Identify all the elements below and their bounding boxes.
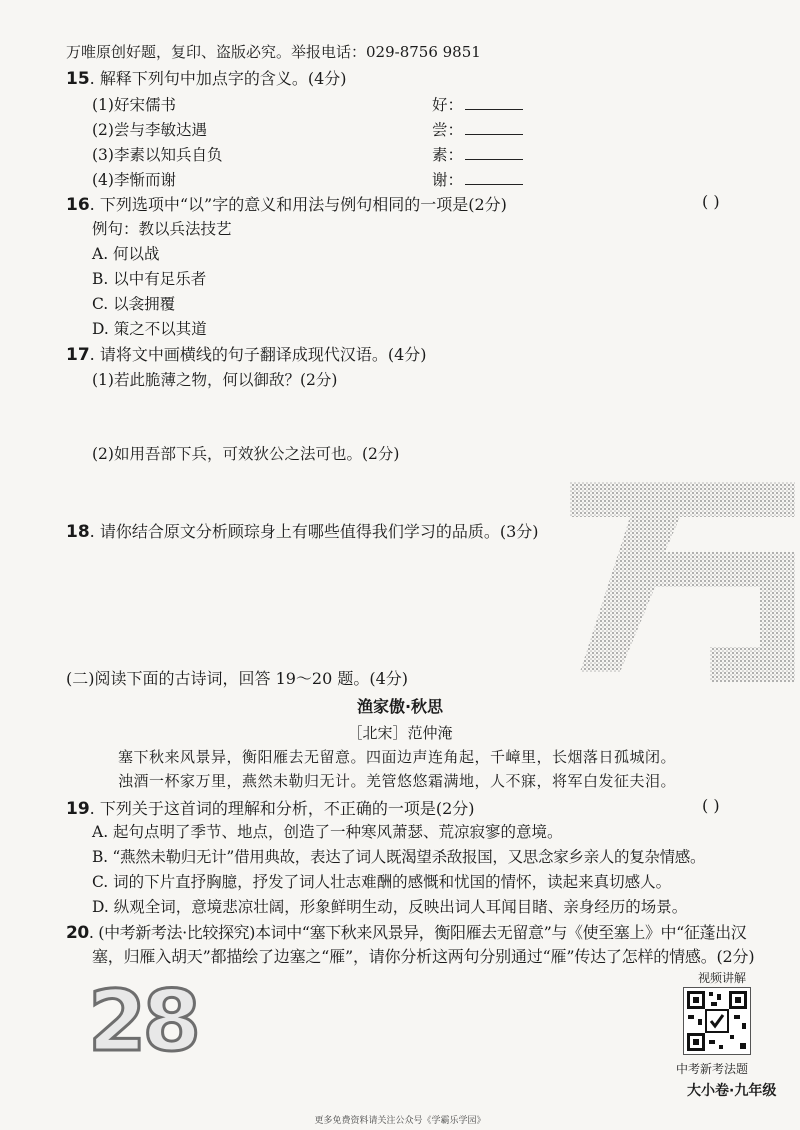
poem-title: 渔家傲·秋思 [356, 697, 444, 716]
question-15 [66, 66, 347, 89]
question-19 [66, 796, 475, 819]
footer-series-label: 大小卷·九年级 [687, 1083, 777, 1099]
q17-sub-2: (2)如用吾部下兵，可效狄公之法可也。(2分) [92, 445, 400, 463]
question-text-line-1: . (中考新考法·比较探究)本词中“塞下秋来风景异，衡阳雁去无留意”与《使至塞上》中“征蓬出汉 [88, 923, 747, 942]
section-2-heading: (二)阅读下面的古诗词，回答 19～20 题。(4分) [66, 669, 409, 688]
q19-option-b[interactable]: B. “燕然未勒归无计”借用典故，表达了词人既渴望杀敌报国，又思念家乡亲人的复杂情感。 [92, 848, 706, 866]
q16-answer-paren[interactable]: ( ) [702, 192, 720, 211]
qr-code-icon[interactable] [683, 987, 751, 1055]
q19-option-a[interactable]: A. 起句点明了季节、地点，创造了一种寒风萧瑟、荒凉寂寥的意境。 [92, 823, 563, 841]
q15-item-3: (3)李素以知兵自负 [92, 146, 223, 164]
qr-top-label: 视频讲解 [698, 971, 747, 985]
question-number: 16 [66, 195, 90, 215]
question-18 [66, 519, 539, 542]
question-16 [66, 192, 507, 215]
question-text: . 下列选项中“以”字的意义和用法与例句相同的一项是(2分) [89, 195, 507, 214]
question-17 [66, 342, 427, 365]
poem-line-2: 浊酒一杯家万里，燕然未勒归无计。羌管悠悠霜满地，人不寐，将军白发征夫泪。 [118, 772, 677, 790]
q19-option-d[interactable]: D. 纵观全词，意境悲凉壮阔，形象鲜明生动，反映出词人耳闻目睹、亲身经历的场景。 [92, 898, 688, 916]
q19-answer-paren[interactable]: ( ) [702, 796, 720, 815]
q15-item-4: (4)李惭而谢 [92, 171, 176, 189]
q16-option-b[interactable]: B. 以中有足乐者 [92, 270, 207, 288]
footer-notice: 更多免费资料请关注公众号《学霸乐学园》 [314, 1116, 486, 1126]
question-text: . 下列关于这首词的理解和分析，不正确的一项是(2分) [89, 799, 475, 818]
poem-author: ［北宋］范仲淹 [347, 724, 453, 742]
question-20 [66, 920, 746, 943]
q15-answer-4[interactable]: 谢： [432, 168, 523, 190]
q15-item-2: (2)尝与李敏达遇 [92, 121, 207, 139]
question-text: . 请将文中画横线的句子翻译成现代汉语。(4分) [89, 345, 427, 364]
q15-answer-1[interactable]: 好： [432, 93, 523, 115]
page-number: 28 [88, 972, 197, 1070]
qr-bottom-label: 中考新考法题 [676, 1062, 749, 1076]
q15-answer-3[interactable]: 素： [432, 143, 523, 165]
poem-line-1: 塞下秋来风景异，衡阳雁去无留意。四面边声连角起，千嶂里，长烟落日孤城闭。 [118, 748, 677, 766]
q19-option-c[interactable]: C. 词的下片直抒胸臆，抒发了词人壮志难酬的感慨和忧国的情怀，读起来真切感人。 [92, 873, 672, 891]
question-number: 18 [66, 522, 90, 542]
question-number: 15 [66, 69, 90, 89]
watermark-graphic [560, 472, 800, 692]
q16-option-a[interactable]: A. 何以战 [92, 245, 160, 263]
question-20-line-2: 塞，归雁入胡天”都描绘了边塞之“雁”，请你分析这两句分别通过“雁”传达了怎样的情感。(2分) [92, 947, 755, 966]
q16-example: 例句：教以兵法技艺 [92, 220, 232, 238]
question-number: 17 [66, 345, 90, 365]
question-number: 20 [66, 923, 89, 943]
copyright-header: 万唯原创好题，复印、盗版必究。举报电话：029-8756 9851 [66, 43, 481, 61]
question-text: . 解释下列句中加点字的含义。(4分) [89, 69, 347, 88]
q16-option-d[interactable]: D. 策之不以其道 [92, 320, 207, 338]
q15-item-1: (1)好宋儒书 [92, 96, 176, 114]
q15-answer-2[interactable]: 尝： [432, 118, 523, 140]
question-number: 19 [66, 799, 90, 819]
q16-option-c[interactable]: C. 以衾拥覆 [92, 295, 176, 313]
q17-sub-1: (1)若此脆薄之物，何以御敌？(2分) [92, 371, 338, 389]
question-text: . 请你结合原文分析顾琮身上有哪些值得我们学习的品质。(3分) [89, 522, 539, 541]
